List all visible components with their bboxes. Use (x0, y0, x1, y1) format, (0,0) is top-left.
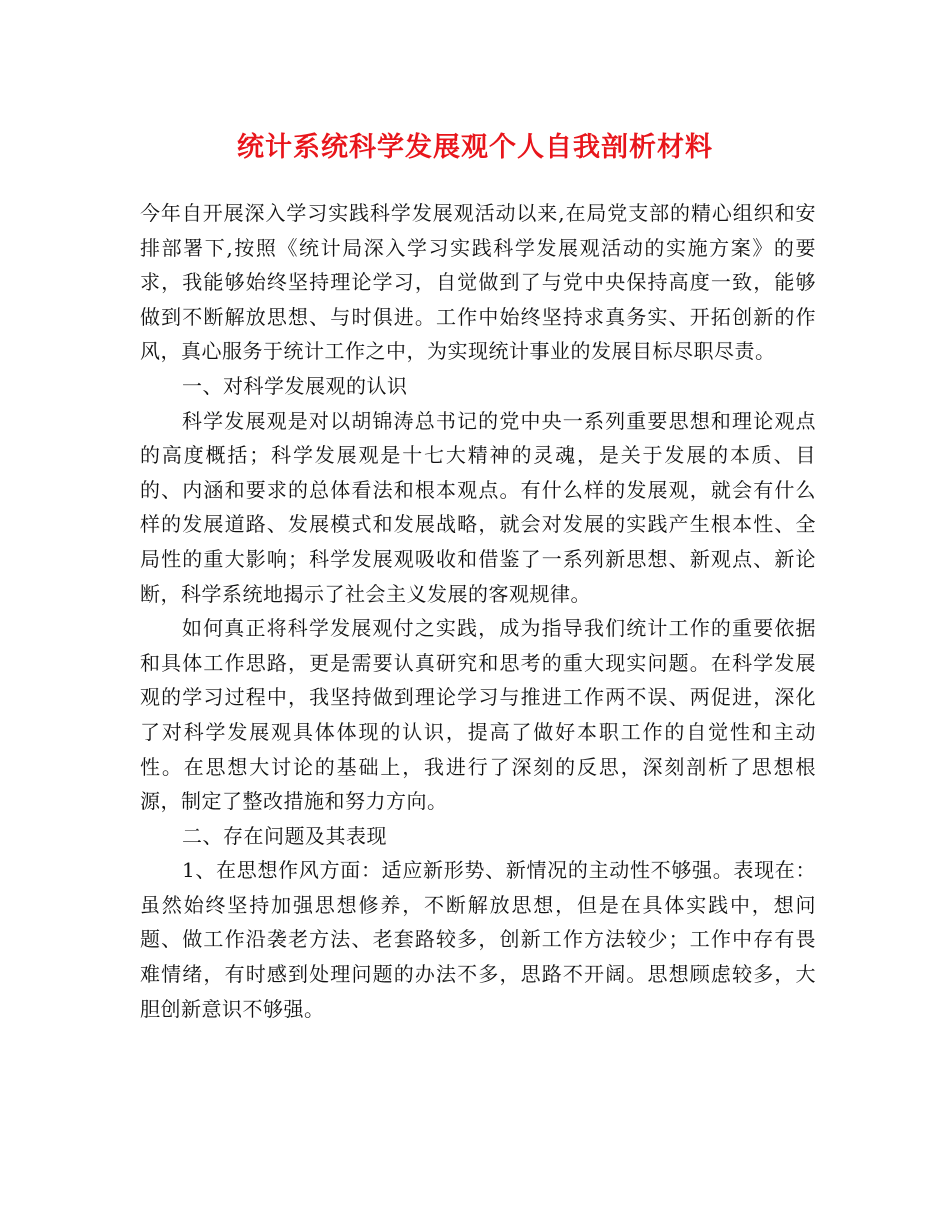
body-paragraph: 如何真正将科学发展观付之实践，成为指导我们统计工作的重要依据和具体工作思路，更是需要认真研究和思考的重大现实问题。在科学发展观的学习过程中，我坚持做到理论学习与推进工作两不误、两促进，深化了对科学发展观具体体现的认识，提高了做好本职工作的自觉性和主动性。在思想大讨论的基础上，我进行了深刻的反思，深刻剖析了思想根源，制定了整改措施和努力方向。 (140, 616, 816, 814)
document-body (140, 196, 816, 1026)
body-paragraph: 科学发展观是对以胡锦涛总书记的党中央一系列重要思想和理论观点的高度概括；科学发展观是十七大精神的灵魂，是关于发展的本质、目的、内涵和要求的总体看法和根本观点。有什么样的发展观，就会有什么样的发展道路、发展模式和发展战略，就会对发展的实践产生根本性、全局性的重大影响；科学发展观吸收和借鉴了一系列新思想、新观点、新论断，科学系统地揭示了社会主义发展的客观规律。 (140, 408, 816, 606)
section-heading-2: 二、存在问题及其表现 (182, 823, 387, 848)
intro-paragraph: 今年自开展深入学习实践科学发展观活动以来,在局党支部的精心组织和安排部署下,按照《统计局深入学习实践科学发展观活动的实施方案》的要求，我能够始终坚持理论学习，自觉做到了与党中央保持高度一致，能够做到不断解放思想、与时俱进。工作中始终坚持求真务实、开拓创新的作风，真心服务于统计工作之中，为实现统计事业的发展目标尽职尽责。 (140, 201, 816, 364)
section-heading-1: 一、对科学发展观的认识 (182, 373, 408, 398)
body-paragraph: 1、在思想作风方面：适应新形势、新情况的主动性不够强。表现在：虽然始终坚持加强思想修养，不断解放思想，但是在具体实践中，想问题、做工作沿袭老方法、老套路较多，创新工作方法较少；工作中存有畏难情绪，有时感到处理问题的办法不多，思路不开阔。思想顾虑较多，大胆创新意识不够强。 (140, 858, 816, 1021)
document-title: 统计系统科学发展观个人自我剖析材料 (237, 132, 713, 163)
